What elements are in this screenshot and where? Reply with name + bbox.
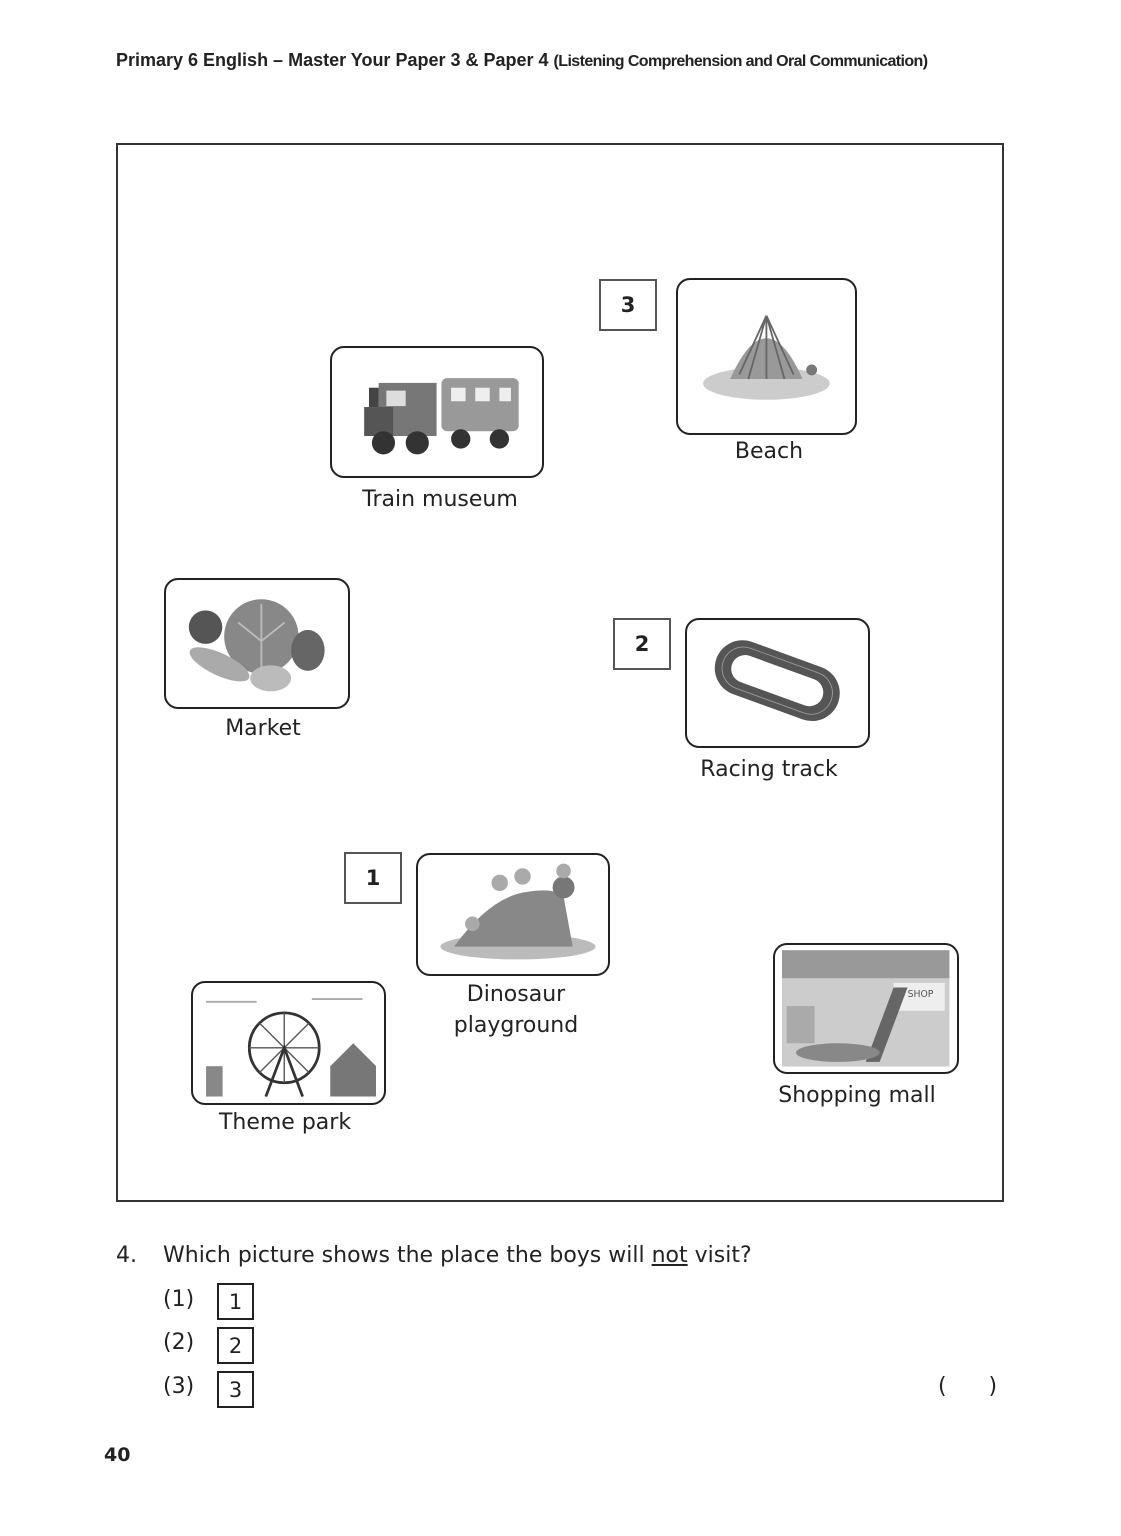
option-3-box[interactable]: 3	[217, 1371, 254, 1408]
label-beach: Beach	[734, 439, 804, 464]
label-line-2: playground	[453, 1013, 579, 1038]
label-racing-track: Racing track	[700, 757, 838, 782]
seashell-icon	[685, 286, 848, 427]
dinosaur-playground-picture	[416, 853, 610, 976]
vegetables-icon	[173, 585, 340, 702]
mall-icon	[782, 950, 949, 1067]
question-text-before: Which picture shows the place the boys will	[163, 1243, 652, 1268]
header-subtitle: (Listening Comprehension and Oral Communication)	[553, 53, 928, 70]
question-text	[163, 1243, 752, 1268]
number-box-2: 2	[613, 618, 671, 670]
header-title: Primary 6 English – Master Your Paper 3 & Paper 4	[116, 50, 549, 70]
option-1-label[interactable]: (1)	[163, 1287, 195, 1312]
svg-text:SHOP: SHOP	[907, 988, 934, 1000]
question-text-underlined: not	[651, 1243, 688, 1268]
option-1-box[interactable]: 1	[217, 1283, 254, 1320]
label-market: Market	[225, 716, 301, 741]
train-museum-picture	[330, 346, 544, 478]
market-picture	[164, 578, 350, 709]
number-box-1: 1	[344, 852, 402, 904]
beach-picture	[676, 278, 857, 435]
running-header	[116, 50, 927, 71]
racing-track-picture	[685, 618, 870, 748]
question-text-after: visit?	[687, 1243, 752, 1268]
page-number: 40	[104, 1444, 131, 1466]
label-theme-park: Theme park	[218, 1110, 352, 1135]
label-dinosaur-playground	[454, 979, 578, 1041]
label-train-museum: Train museum	[362, 487, 518, 512]
number-box-3: 3	[599, 279, 657, 331]
label-shopping-mall: Shopping mall	[778, 1083, 936, 1108]
train-icon	[340, 353, 533, 471]
option-3-label[interactable]: (3)	[163, 1374, 195, 1399]
label-line-1: Dinosaur	[466, 982, 566, 1007]
theme-park-picture	[191, 981, 386, 1105]
option-2-box[interactable]: 2	[217, 1327, 254, 1364]
question-number: 4.	[116, 1243, 137, 1268]
option-2-label[interactable]: (2)	[163, 1330, 195, 1355]
racing-track-icon	[694, 625, 861, 741]
answer-bracket[interactable]: ( )	[938, 1374, 998, 1399]
dinosaur-slide-icon	[426, 860, 601, 969]
ferris-wheel-icon	[201, 988, 377, 1098]
shopping-mall-picture	[773, 943, 959, 1074]
